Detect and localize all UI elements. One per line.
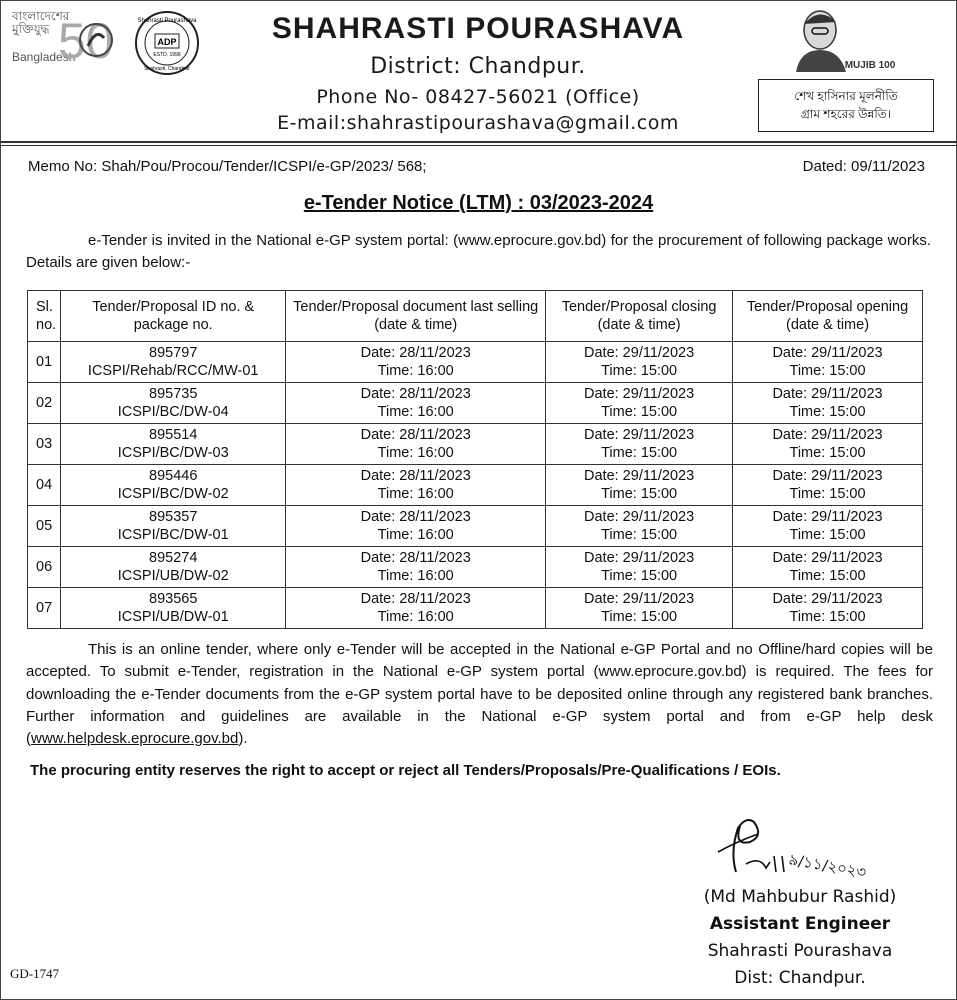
pourashava-seal	[134, 10, 200, 76]
cell-last-selling-sell-date: Date: 28/11/2023	[360, 345, 471, 361]
cell-opening	[733, 465, 923, 506]
signatory-org: Shahrasti Pourashava	[707, 941, 893, 961]
cell-id-package-id: 895446	[149, 468, 198, 484]
logo-bangla-text: বাংলাদেশের মুক্তিযুদ্ধ	[12, 9, 70, 36]
cell-last-selling-sell-date: Date: 28/11/2023	[360, 591, 471, 607]
org-title: SHAHRASTI POURASHAVA	[271, 12, 685, 45]
cell-last-selling-sell-date: Date: 28/11/2023	[360, 386, 471, 402]
cell-sl-sl: 02	[36, 395, 53, 411]
col-header-opening: Tender/Proposal opening (date & time)	[733, 291, 923, 342]
cell-last-selling	[286, 424, 546, 465]
logo-caption: Bangladesh	[12, 50, 76, 64]
seal-center-text: ADP	[157, 37, 177, 47]
cell-sl-sl: 01	[36, 354, 53, 370]
cell-last-selling-sell-date: Date: 28/11/2023	[360, 427, 471, 443]
cell-last-selling-sell-time: Time: 16:00	[377, 568, 454, 584]
cell-closing	[546, 506, 733, 547]
cell-opening-open-date: Date: 29/11/2023	[772, 468, 883, 484]
cell-closing	[546, 547, 733, 588]
cell-opening-open-date: Date: 29/11/2023	[772, 345, 883, 361]
slogan-line-2: গ্রাম শহরের উন্নতি।	[800, 107, 892, 121]
cell-last-selling-sell-date: Date: 28/11/2023	[360, 509, 471, 525]
cell-id-package	[61, 342, 286, 383]
table-row	[28, 588, 923, 629]
cell-opening-open-date: Date: 29/11/2023	[772, 591, 883, 607]
signatory-name: (Md Mahbubur Rashid)	[703, 887, 897, 907]
footer-code: GD-1747	[10, 966, 60, 981]
email-line: E-mail:shahrastipourashava@gmail.com	[277, 112, 679, 134]
cell-id-package-id: 895797	[149, 345, 198, 361]
cell-closing-close-time: Time: 15:00	[601, 568, 678, 584]
cell-closing-close-time: Time: 15:00	[601, 609, 678, 625]
cell-closing-close-date: Date: 29/11/2023	[584, 550, 695, 566]
logo-number: 50	[58, 13, 114, 69]
cell-opening-open-date: Date: 29/11/2023	[772, 386, 883, 402]
cell-opening-open-time: Time: 15:00	[789, 609, 866, 625]
cell-closing-close-time: Time: 15:00	[601, 527, 678, 543]
cell-id-package	[61, 465, 286, 506]
cell-closing-close-time: Time: 15:00	[601, 363, 678, 379]
cell-id-package-pkg: ICSPI/UB/DW-02	[117, 568, 229, 584]
cell-opening-open-time: Time: 15:00	[789, 568, 866, 584]
cell-sl	[28, 342, 61, 383]
cell-id-package-pkg: ICSPI/BC/DW-02	[117, 486, 229, 502]
phone-line: Phone No- 08427-56021 (Office)	[316, 86, 640, 108]
signatory-district: Dist: Chandpur.	[734, 968, 866, 988]
table-header-row	[28, 291, 923, 342]
table-row	[28, 465, 923, 506]
cell-closing	[546, 465, 733, 506]
cell-id-package	[61, 383, 286, 424]
cell-opening	[733, 424, 923, 465]
cell-id-package-pkg: ICSPI/Rehab/RCC/MW-01	[87, 363, 259, 379]
col-header-sl	[28, 291, 61, 342]
tender-table	[27, 290, 923, 629]
cell-closing-close-date: Date: 29/11/2023	[584, 468, 695, 484]
instructions-text: This is an online tender, where only e-Tender will be accepted in the National e-GP Portal and no Offline/hard copies will be accepted. To submit e-Tender, registration in the National e-GP system portal (www.eprocure.gov.bd) is required. The fees for downloading the e-Tender documents from the e-GP system portal have to be deposited online through any registered bank branches. Further information and guidelines are available in the National e-GP system portal and from e-GP help desk (	[26, 641, 933, 748]
cell-opening-open-time: Time: 15:00	[789, 363, 866, 379]
col-header-closing: Tender/Proposal closing (date & time)	[546, 291, 733, 342]
cell-last-selling-sell-time: Time: 16:00	[377, 404, 454, 420]
cell-sl-sl: 05	[36, 518, 53, 534]
cell-sl	[28, 547, 61, 588]
header-rule-thin	[0, 145, 957, 146]
cell-sl-sl: 06	[36, 559, 53, 575]
signatory-title: Assistant Engineer	[709, 914, 891, 934]
cell-closing	[546, 342, 733, 383]
cell-opening-open-date: Date: 29/11/2023	[772, 509, 883, 525]
table-row	[28, 342, 923, 383]
seal-bottom-text: Shahrasti, Chandpur	[144, 66, 190, 72]
cell-opening	[733, 383, 923, 424]
cell-last-selling-sell-time: Time: 16:00	[377, 609, 454, 625]
cell-id-package-pkg: ICSPI/UB/DW-01	[117, 609, 229, 625]
cell-last-selling-sell-time: Time: 16:00	[377, 445, 454, 461]
district-line: District: Chandpur.	[370, 54, 586, 79]
portrait-image	[790, 6, 896, 74]
reserve-right-note: The procuring entity reserves the right to accept or reject all Tenders/Proposals/Pre-Qualifications / EOIs.	[30, 762, 781, 779]
cell-opening-open-date: Date: 29/11/2023	[772, 550, 883, 566]
cell-id-package-id: 895514	[149, 427, 198, 443]
cell-last-selling-sell-time: Time: 16:00	[377, 486, 454, 502]
cell-sl	[28, 424, 61, 465]
handwritten-signature	[706, 812, 876, 890]
cell-id-package-id: 895357	[149, 509, 198, 525]
table-row	[28, 424, 923, 465]
seal-year: ESTD. 1998	[153, 52, 181, 58]
cell-sl	[28, 383, 61, 424]
cell-id-package	[61, 424, 286, 465]
cell-id-package	[61, 588, 286, 629]
cell-closing-close-time: Time: 15:00	[601, 445, 678, 461]
cell-last-selling-sell-date: Date: 28/11/2023	[360, 550, 471, 566]
mujib-100-badge: MUJIB 100	[844, 60, 896, 71]
cell-closing	[546, 424, 733, 465]
cell-sl-sl: 07	[36, 600, 53, 616]
cell-last-selling	[286, 342, 546, 383]
cell-opening	[733, 342, 923, 383]
table-row	[28, 506, 923, 547]
cell-id-package-id: 895274	[149, 550, 198, 566]
col-header-sl-text: Sl. no.	[36, 299, 57, 333]
memo-date: Dated: 09/11/2023	[802, 158, 925, 175]
cell-sl	[28, 465, 61, 506]
cell-sl	[28, 506, 61, 547]
cell-closing-close-date: Date: 29/11/2023	[584, 345, 695, 361]
slogan-line-1: শেখ হাসিনার মূলনীতি	[794, 89, 898, 103]
cell-closing-close-date: Date: 29/11/2023	[584, 427, 695, 443]
cell-sl-sl: 04	[36, 477, 53, 493]
slogan-box	[758, 79, 934, 132]
instructions-paragraph	[26, 639, 933, 750]
col-header-id: Tender/Proposal ID no. & package no.	[61, 291, 286, 342]
cell-opening	[733, 547, 923, 588]
helpdesk-link[interactable]: www.helpdesk.eprocure.gov.bd	[31, 730, 239, 748]
cell-closing	[546, 383, 733, 424]
table-row	[28, 383, 923, 424]
cell-last-selling-sell-date: Date: 28/11/2023	[360, 468, 471, 484]
cell-closing	[546, 588, 733, 629]
cell-opening-open-time: Time: 15:00	[789, 486, 866, 502]
seal-top-text: Shahrasti Pourashava	[137, 18, 197, 24]
cell-last-selling	[286, 465, 546, 506]
cell-sl-sl: 03	[36, 436, 53, 452]
cell-sl	[28, 588, 61, 629]
cell-id-package	[61, 506, 286, 547]
cell-last-selling	[286, 383, 546, 424]
cell-last-selling-sell-time: Time: 16:00	[377, 527, 454, 543]
cell-closing-close-time: Time: 15:00	[601, 486, 678, 502]
cell-opening-open-time: Time: 15:00	[789, 527, 866, 543]
cell-id-package-pkg: ICSPI/BC/DW-01	[117, 527, 229, 543]
signature-date: ৯/১১/২০২৩	[787, 850, 868, 882]
cell-id-package	[61, 547, 286, 588]
cell-closing-close-date: Date: 29/11/2023	[584, 509, 695, 525]
cell-closing-close-date: Date: 29/11/2023	[584, 386, 695, 402]
cell-closing-close-date: Date: 29/11/2023	[584, 591, 695, 607]
cell-last-selling	[286, 547, 546, 588]
logo-50-graphic	[52, 8, 116, 68]
bangladesh-50-logo	[8, 8, 120, 68]
cell-opening-open-time: Time: 15:00	[789, 445, 866, 461]
intro-paragraph: e-Tender is invited in the National e-GP system portal: (www.eprocure.gov.bd) for the procurement of following package works. Details are given below:-	[26, 232, 931, 271]
cell-id-package-pkg: ICSPI/BC/DW-03	[117, 445, 229, 461]
header-rule-thick	[0, 141, 957, 143]
table-row	[28, 547, 923, 588]
cell-last-selling	[286, 588, 546, 629]
cell-id-package-id: 893565	[149, 591, 198, 607]
cell-closing-close-time: Time: 15:00	[601, 404, 678, 420]
cell-last-selling	[286, 506, 546, 547]
cell-id-package-id: 895735	[149, 386, 198, 402]
cell-opening-open-time: Time: 15:00	[789, 404, 866, 420]
cell-opening-open-date: Date: 29/11/2023	[772, 427, 883, 443]
instructions-end: ).	[238, 730, 248, 748]
memo-number: Memo No: Shah/Pou/Procou/Tender/ICSPI/e-GP/2023/ 568;	[28, 158, 427, 175]
cell-opening	[733, 588, 923, 629]
col-header-selling: Tender/Proposal document last selling (date & time)	[286, 291, 546, 342]
notice-title: e-Tender Notice (LTM) : 03/2023-2024	[303, 192, 654, 214]
cell-id-package-pkg: ICSPI/BC/DW-04	[117, 404, 229, 420]
table-body	[28, 342, 923, 629]
cell-opening	[733, 506, 923, 547]
cell-last-selling-sell-time: Time: 16:00	[377, 363, 454, 379]
